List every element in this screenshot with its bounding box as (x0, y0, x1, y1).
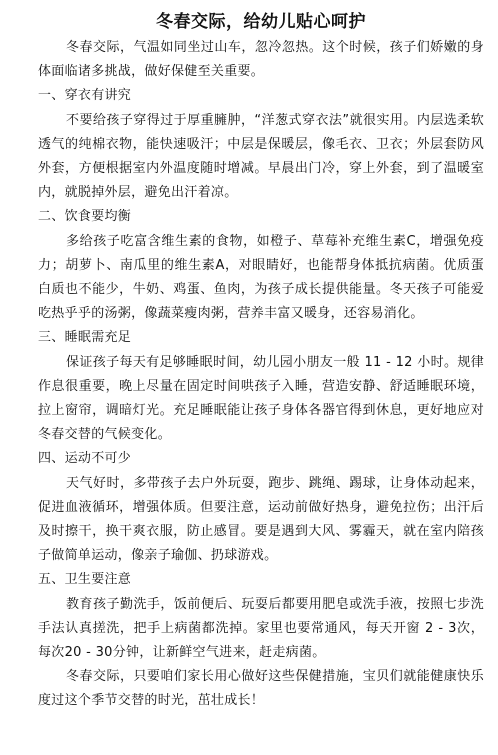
document-title: 冬春交际，给幼儿贴心呵护 (156, 12, 366, 32)
section-body-hygiene: 教育孩子勤洗手，饭前便后、玩耍后都要用肥皂或洗手液，按照七步洗手法认真搓洗，把手上病菌都洗掉。家里也要常通风，每天开窗 2 - 3次，每次20 - 30分钟，让新鲜空气进来，赶走病菌。 (38, 596, 484, 661)
section-body-clothing: 不要给孩子穿得过于厚重臃肿，“洋葱式穿衣法”就很实用。内层选柔软透气的纯棉衣物，能快速吸汗；中层是保暖层，像毛衣、卫衣；外层套防风外套，方便根据室内外温度随时增减。早晨出门冷，穿上外套，到了温暖室内，就脱掉外层，避免出汗着凉。 (38, 112, 484, 201)
intro-paragraph: 冬春交际，气温如同坐过山车，忽冷忽热。这个时候，孩子们娇嫩的身体面临诸多挑战，做好保健至关重要。 (38, 40, 484, 80)
section-heading-clothing: 一、穿衣有讲究 (38, 88, 132, 104)
section-heading-diet: 二、饮食要均衡 (38, 209, 132, 225)
conclusion-paragraph: 冬春交际，只要咱们家长用心做好这些保健措施，宝贝们就能健康快乐度过这个季节交替的时光，茁壮成长！ (38, 669, 484, 709)
section-heading-exercise: 四、运动不可少 (38, 451, 132, 467)
section-heading-sleep: 三、睡眠需充足 (38, 330, 132, 346)
section-body-diet: 多给孩子吃富含维生素的食物，如橙子、草莓补充维生素C，增强免疫力；胡萝卜、南瓜里的维生素A，对眼睛好，也能帮身体抵抗病菌。优质蛋白质也不能少，牛奶、鸡蛋、鱼肉，为孩子成长提供能量。冬天孩子可能爱吃热乎乎的汤粥，像蔬菜瘦肉粥，营养丰富又暖身，还容易消化。 (38, 233, 484, 322)
section-body-sleep: 保证孩子每天有足够睡眠时间，幼儿园小朋友一般 11 - 12 小时。规律作息很重要，晚上尽量在固定时间哄孩子入睡，营造安静、舒适睡眠环境，拉上窗帘，调暗灯光。充足睡眠能让孩子身体各器官得到休息，更好地应对冬春交替的气候变化。 (38, 354, 484, 443)
section-body-exercise: 天气好时，多带孩子去户外玩耍，跑步、跳绳、踢球，让身体动起来，促进血液循环，增强体质。但要注意，运动前做好热身，避免拉伤；出汗后及时擦干，换干爽衣服，防止感冒。要是遇到大风、雾霾天，就在室内陪孩子做简单运动，像亲子瑜伽、扔球游戏。 (38, 475, 484, 564)
section-heading-hygiene: 五、卫生要注意 (38, 572, 132, 588)
